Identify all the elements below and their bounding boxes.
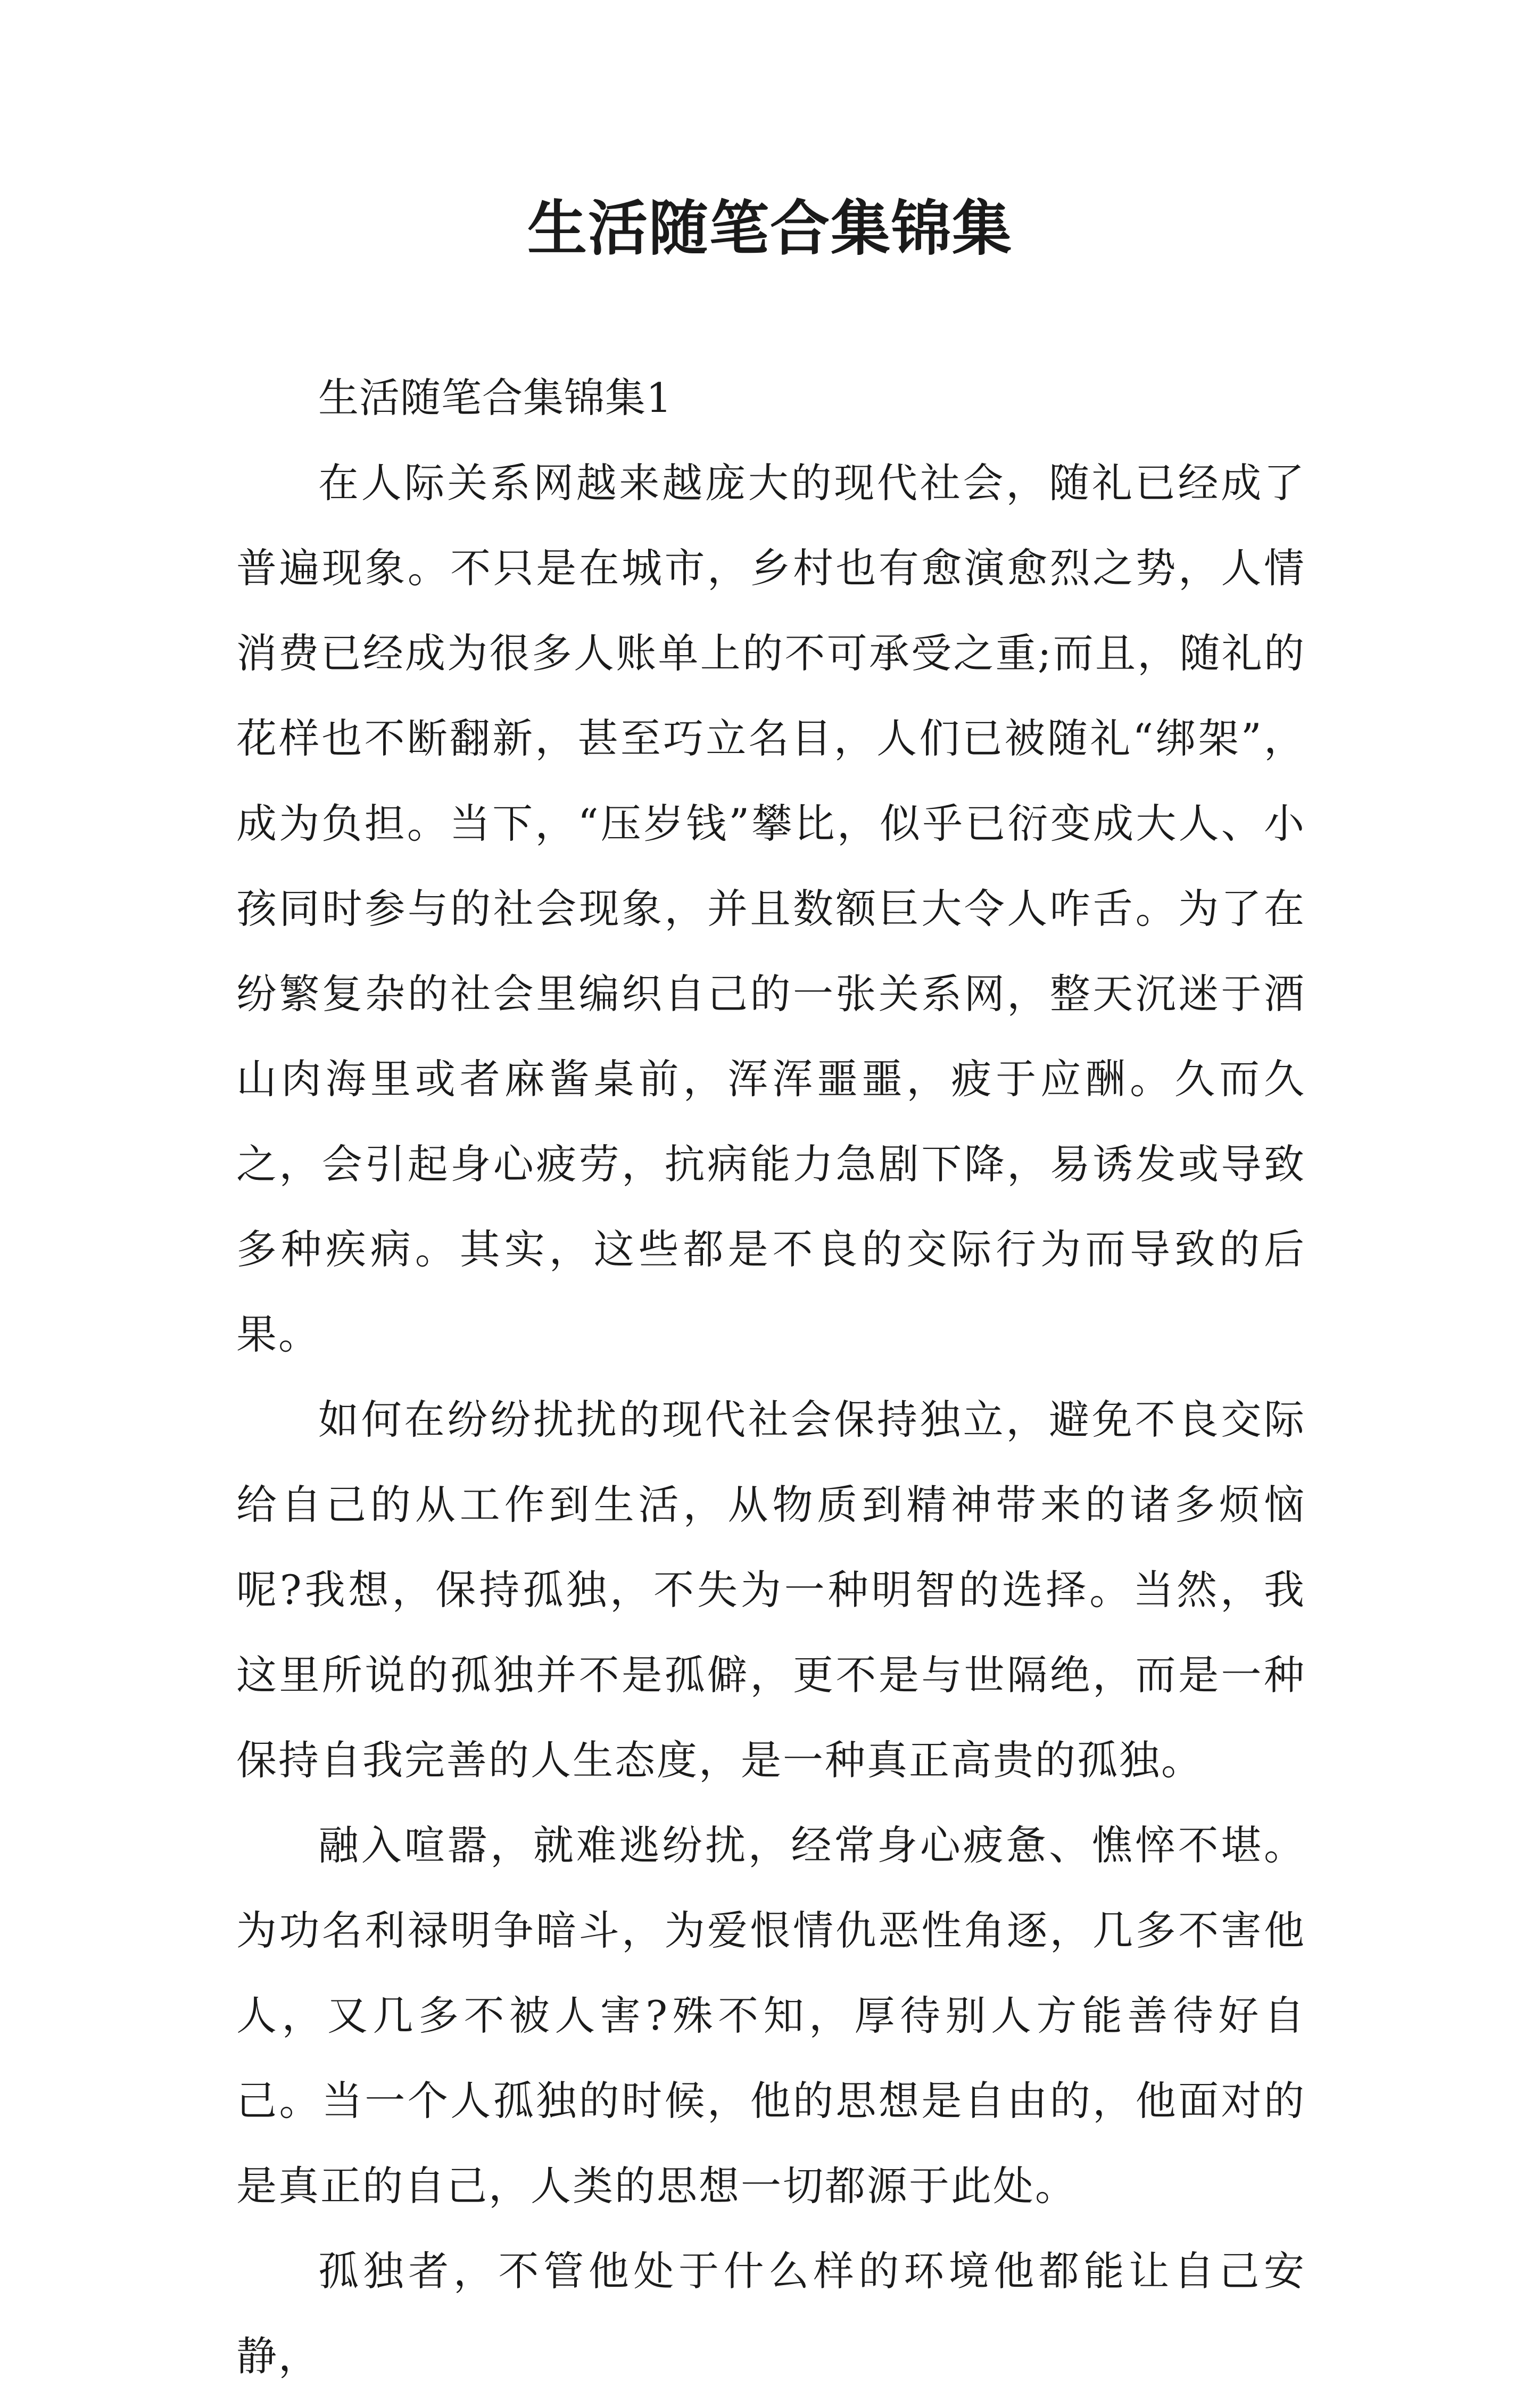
section-heading: 生活随笔合集锦集1	[318, 374, 673, 421]
paragraph: 如何在纷纷扰扰的现代社会保持独立，避免不良交际给自己的从工作到生活，从物质到精神带来的诸多烦恼呢?我想，保持孤独，不失为一种明智的选择。当然，我这里所说的孤独并不是孤僻，更不是与世隔绝，而是一种保持自我完善的人生态度，是一种真正高贵的孤独。	[236, 1396, 1306, 1784]
document-title: 生活随笔合集锦集	[527, 194, 1013, 263]
paragraph: 在人际关系网越来越庞大的现代社会，随礼已经成了普遍现象。不只是在城市，乡村也有愈演愈烈之势，人情消费已经成为很多人账单上的不可承受之重;而且，随礼的花样也不断翻新，甚至巧立名目，人们已被随礼“绑架”，成为负担。当下，“压岁钱”攀比，似乎已衍变成大人、小孩同时参与的社会现象，并且数额巨大令人咋舌。为了在纷繁复杂的社会里编织自己的一张关系网，整天沉迷于酒山肉海里或者麻酱桌前，浑浑噩噩，疲于应酬。久而久之，会引起身心疲劳，抗病能力急剧下降，易诱发或导致多种疾病。其实，这些都是不良的交际行为而导致的后果。	[236, 459, 1306, 1358]
document-body	[236, 355, 1306, 2399]
paragraph: 融入喧嚣，就难逃纷扰，经常身心疲惫、憔悴不堪。为功名利禄明争暗斗，为爱恨情仇恶性角逐，几多不害他人，又几多不被人害?殊不知，厚待别人方能善待好自己。当一个人孤独的时候，他的思想是自由的，他面对的是真正的自己，人类的思想一切都源于此处。	[236, 1822, 1306, 2210]
paragraph: 孤独者，不管他处于什么样的环境他都能让自己安静，	[236, 2247, 1306, 2380]
